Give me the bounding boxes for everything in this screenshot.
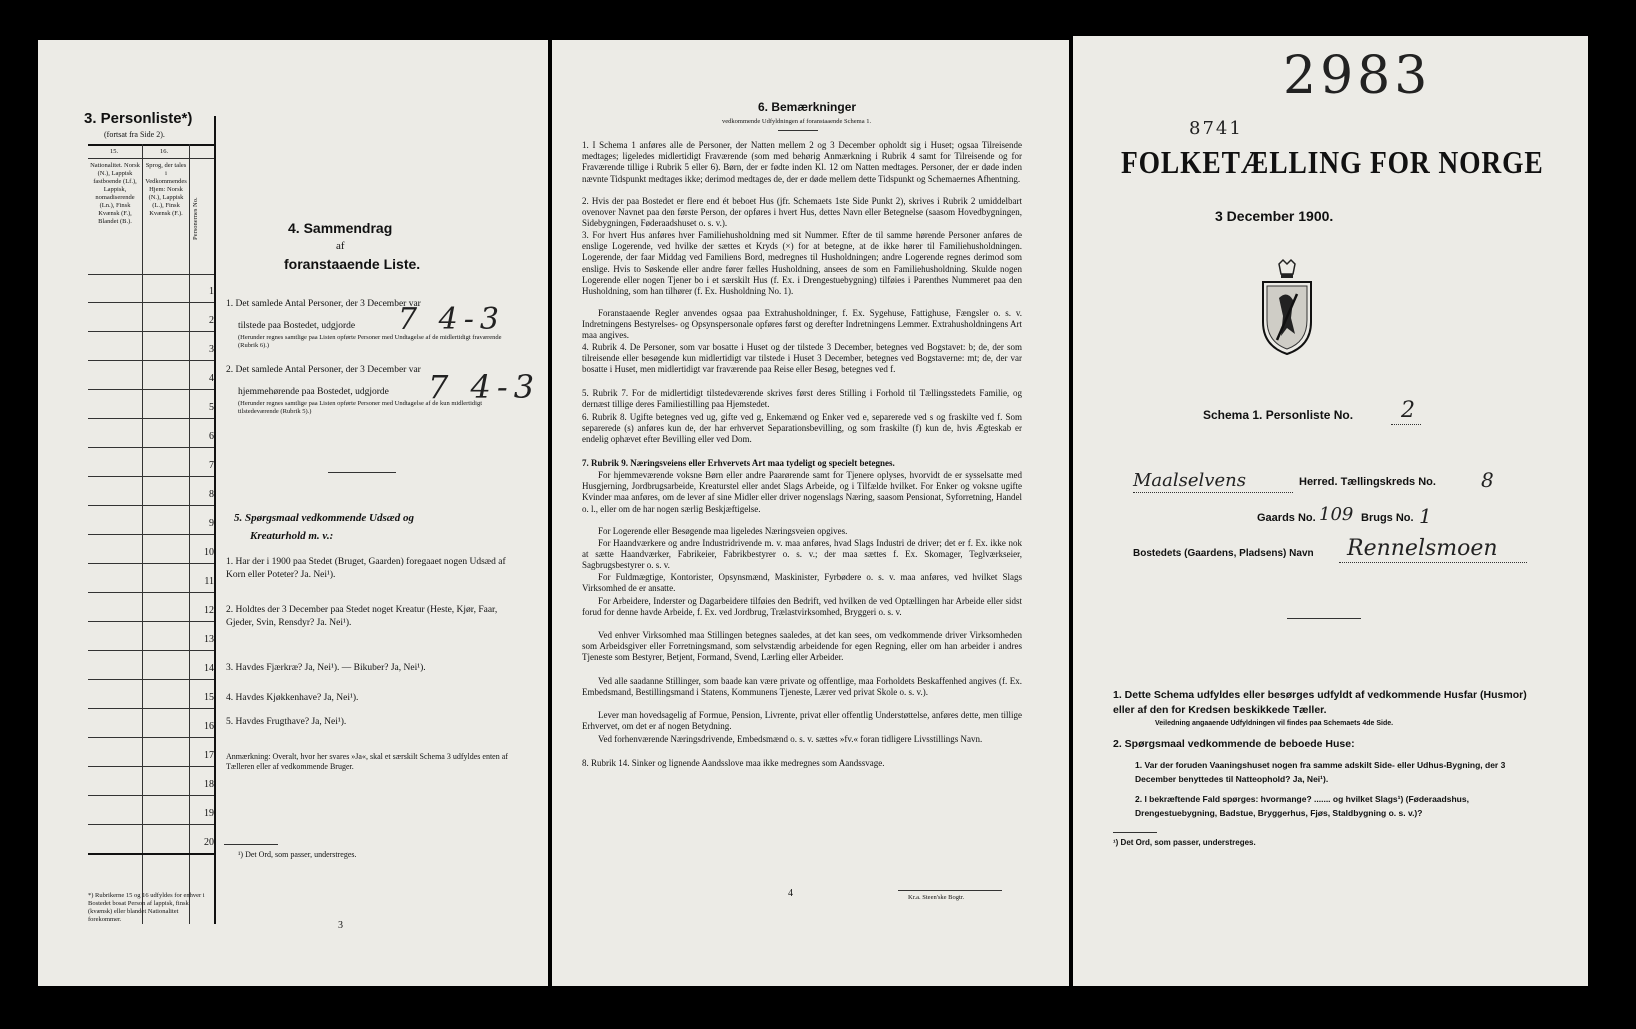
remark-item: 7. Rubrik 9. Næringsveiens eller Erhvervets Art maa tydeligt og specielt betegnes. bbox=[582, 458, 895, 468]
col17-header: Personernes No. bbox=[192, 197, 199, 240]
divider bbox=[1287, 618, 1361, 619]
brugs-label: Brugs No. bbox=[1361, 512, 1414, 524]
herred-label: Herred. Tællingskreds No. bbox=[1299, 476, 1436, 488]
col16-number: 16. bbox=[160, 148, 169, 155]
col15-header: Nationalitet. Norsk (N.), Lappisk fastboende (Lf.), Lappisk, nomadiserende (Ln.), Finsk Kvænsk (F.), Blandet (B.). bbox=[90, 162, 140, 225]
table-footnote: *) Rubrikerne 15 og 16 udfyldes for enhver i Bostedet bosat Person af lappisk, finsk (kvænsk) eller blandet Nationalitet forekommer. bbox=[88, 892, 205, 923]
row-number: 17 bbox=[204, 750, 214, 761]
cover-page bbox=[1073, 36, 1588, 986]
bosted-value: Rennelsmoen bbox=[1347, 536, 1498, 561]
remark-item: Lever man hovedsagelig af Formue, Pension, Livrente, privat eller offentlig Understøttelse, anføres dette, men tillige Erhvervet, om det er af nogen Betydning. bbox=[582, 710, 1022, 732]
row-number: 13 bbox=[204, 634, 214, 645]
remark-item: For Fuldmægtige, Kontorister, Opsynsmænd, Maskinister, Fyrbødere o. s. v. maa anføres, ved hvilket Slags Virksomhed de er ansatte. bbox=[582, 572, 1022, 594]
question-5: 5. Havdes Frugthave? Ja, Nei¹). bbox=[226, 717, 347, 727]
census-date: 3 December 1900. bbox=[1215, 208, 1334, 224]
remark-item: Foranstaaende Regler anvendes ogsaa paa Extrahusholdninger, f. Ex. Sygehuse, Fattighuse, Fængsler o. s. v. Indretningens Bestyrelses- og Opsynspersonale opføres først og derefter Indretningens Lemmer. Extrahusholdningens Art maa angives. bbox=[582, 308, 1022, 341]
row-number: 6 bbox=[209, 431, 214, 442]
sum1-line2: tilstede paa Bostedet, udgjorde bbox=[238, 321, 356, 331]
row-number: 7 bbox=[209, 460, 214, 471]
remark-item: 5. Rubrik 7. For de midlertidigt tilstedeværende skrives først deres Stilling i Forhold til Tællingsstedets Familie, og dernæst tillige deres Familiestilling paa Hjemstedet. bbox=[582, 388, 1022, 410]
row-number: 3 bbox=[209, 344, 214, 355]
instruction-1: 1. Dette Schema udfyldes eller besørges udfyldt af vedkommende Husfar (Husmor) eller af den for Kredsen beskikkede Tæller. bbox=[1113, 689, 1527, 716]
col16-header: Sprog, der tales i Vedkommendes Hjem: Norsk (N.), Lappisk (L.), Finsk Kvænsk (F.). bbox=[145, 162, 187, 217]
sammendrag-subtitle: foranstaaende Liste. bbox=[284, 256, 421, 272]
herred-value: Maalselvens bbox=[1133, 470, 1246, 491]
remark-item: 4. Rubrik 4. De Personer, som var bosatte i Huset og der tilstede 3 December, betegnes ved Bogstavet: b; de, der som tilreisende eller besøgende kun midlertidigt var tilstede i Huset 3 December, betegnes ved Bogstaverne: mt; de, der var bosatte i Huset, men midlertidigt var fraværende paa Reise eller Besøg, betegnes ved f. bbox=[582, 342, 1022, 375]
divider bbox=[328, 472, 396, 473]
remark-item: 3. For hvert Hus anføres hver Familiehusholdning med sit Nummer. Efter de til samme hørende Personer anføres de enslige Logerende, ved hvilke der sættes et Kryds (×) for at betegne, at de ikke hører til Familiehusholdningen. Logerende, der faar Middag ved Familiens Bord, medregnes til Husholdningen; andre Logerende regnes derimod som enslige. Hvis to Søskende eller andre fører fælles Husholdning, ansees de som en Familiehusholdning. Skulde nogen Logerende eller nogen Tjener bo i et særskilt Hus (f. Ex. i Drengestuebygning) tilføies i Parenthes Nummeret paa den Husholdning, som han tilhører (f. Ex. Husholdning No. 1). bbox=[582, 230, 1022, 297]
page-number-3: 3 bbox=[338, 920, 343, 931]
right-footnote: ¹) Det Ord, som passer, understreges. bbox=[1113, 838, 1256, 847]
row-number: 10 bbox=[204, 547, 214, 558]
sum2-line1: 2. Det samlede Antal Personer, der 3 December var bbox=[226, 365, 421, 375]
bosted-label: Bostedets (Gaardens, Pladsens) Navn bbox=[1133, 548, 1314, 559]
question-1: 1. Har der i 1900 paa Stedet (Bruget, Gaarden) foregaaet nogen Udsæd af Korn eller Poteter? Ja. Nei¹). bbox=[226, 557, 506, 580]
remark-item: 2. Hvis der paa Bostedet er flere end ét beboet Hus (jfr. Schemaets 1ste Side Punkt 2), skrives i Rubrik 2 umiddelbart ovenover Navnet paa den første Person, der opføres i hvert Hus, dettes Navn eller Betegnelse (saasom Hovedbygningen, Sidebygningen, Føderaadshuset o. s. v.). bbox=[582, 196, 1022, 229]
anmaerkning: Anmærkning: Overalt, hvor her svares »Ja«, skal et særskilt Schema 3 udfyldes enten af Tælleren eller af vedkommende Bruger. bbox=[226, 752, 508, 771]
remark-item: For Haandværkere og andre Industridrivende m. v. maa anføres, hvad Slags Industri de driver; det er f. Ex. ikke nok at sætte Haandværker, Fabrikeier, Fabrikbestyrer o. s. v.; der maa sættes f. Ex. Skomager, Teglværkseier, Sagbrugsbestyrer o. s. v. bbox=[582, 538, 1022, 571]
remark-item: Ved enhver Virksomhed maa Stillingen betegnes saaledes, at det kan sees, om vedkommende driver Virksomheden som Arbeidsgiver eller Forretningsmand, som selvstændig arbeidende for egen Regning, eller om han arbeider i andres Tjeneste som Bestyrer, Betjent, Formand, Svend, Lærling eller Arbeider. bbox=[582, 630, 1022, 663]
row-number: 5 bbox=[209, 402, 214, 413]
personliste-title: 3. Personliste*) bbox=[84, 110, 193, 127]
instruction-1-note: Veiledning angaaende Udfyldningen vil findes paa Schemaets 4de Side. bbox=[1155, 720, 1394, 727]
remarks-subtitle: vedkommende Udfyldningen af foranstaaende Schema 1. bbox=[722, 118, 872, 125]
personliste-subtitle: (fortsat fra Side 2). bbox=[104, 130, 165, 139]
schema-label: Schema 1. Personliste No. bbox=[1203, 408, 1354, 422]
remark-item: For hjemmeværende voksne Børn eller andre Paarørende samt for Tjenere oplyses, hvorvidt de er sysselsatte med Husgjerning, Jordbrugsarbeide, Kreaturstel eller andet Slags Arbeide, og i Tilfælde hvilket. For Enker og voksne ugifte Kvinder maa anføres, om de lever af sine Midler eller driver nogenslags Næring, saasom Pensionat, Syforretning, Handel o. l., eller om de har nogen særlig Beskjæftigelse. bbox=[582, 470, 1022, 514]
question-2: 2. Holdtes der 3 December paa Stedet noget Kreatur (Heste, Kjør, Faar, Gjeder, Svin, Rensdyr? Ja. Nei¹). bbox=[226, 605, 498, 628]
remark-item: For Arbeidere, Inderster og Dagarbeidere tilføies den Bedrift, ved hvilken de ved Optællingen har Arbeide eller sidst forud for denne havde Arbeide, f. Ex. ved Jordbrug, Trælastvirksomhed, Bryggeri o. s. v. bbox=[582, 596, 1022, 618]
row-number: 19 bbox=[204, 808, 214, 819]
sum1-line1: 1. Det samlede Antal Personer, der 3 December var bbox=[226, 299, 421, 309]
row-number: 16 bbox=[204, 721, 214, 732]
sum2-note: (Herunder regnes samtlige paa Listen opførte Personer med Undtagelse af de kun midlertidigt tilstedeværende (Rubrik 5).) bbox=[238, 400, 483, 415]
question-4: 4. Havdes Kjøkkenhave? Ja, Nei¹). bbox=[226, 693, 359, 703]
remark-item: Ved alle saadanne Stillinger, som baade kan være private og offentlige, maa Forholdets Beskaffenhed angives (f. Ex. Embedsmand, Bestillingsmand i Statens, Kommunens Tjeneste, Lærer ved privat Skole o. s. v.). bbox=[582, 676, 1022, 698]
archive-number: 2983 bbox=[1283, 46, 1432, 106]
gaards-label: Gaards No. bbox=[1257, 512, 1316, 524]
gaards-value: 109 bbox=[1319, 504, 1354, 525]
remarks-title: 6. Bemærkninger bbox=[758, 100, 857, 114]
row-number: 14 bbox=[204, 663, 214, 674]
remark-item: Ved forhenværende Næringsdrivende, Embedsmænd o. s. v. sættes »fv.« foran tidligere Livsstillings Navn. bbox=[598, 734, 983, 744]
row-number: 2 bbox=[209, 315, 214, 326]
row-number: 18 bbox=[204, 779, 214, 790]
col15-number: 15. bbox=[110, 148, 119, 155]
remark-item: 6. Rubrik 8. Ugifte betegnes ved ug, gifte ved g, Enkemænd og Enker ved e, separerede ved s og fraskilte ved f. Som separerede (s) anføres kun de, der har erhvervet Separationsbevilling, og som fraskilte (f) kun de, hvis Ægteskab er endelig ophævet efter Bevilling eller ved Dom. bbox=[582, 412, 1022, 445]
page-4 bbox=[552, 40, 1069, 986]
row-number: 1 bbox=[209, 286, 214, 297]
questions-title: 5. Spørgsmaal vedkommende Udsæd og bbox=[234, 512, 414, 524]
row-number: 11 bbox=[204, 576, 214, 587]
instruction-2-2: 2. I bekræftende Fald spørges: hvormange? ....... og hvilket Slags¹) (Føderaadshus, Drengestuebygning, Badstue, Bryggerhus, Fjøs, Staldbygning o. s. v.)? bbox=[1135, 794, 1469, 818]
kreds-value: 8 bbox=[1481, 468, 1494, 492]
remark-item: 8. Rubrik 14. Sinker og lignende Aandsslove maa ikke medregnes som Aandssvage. bbox=[582, 758, 885, 768]
row-number: 8 bbox=[209, 489, 214, 500]
row-number: 20 bbox=[204, 837, 214, 848]
remark-item: For Logerende eller Besøgende maa ligeledes Næringsveien opgives. bbox=[598, 526, 848, 536]
question-3: 3. Havdes Fjærkræ? Ja, Nei¹). — Bikuber? Ja, Nei¹). bbox=[226, 663, 426, 673]
remark-item: 1. I Schema 1 anføres alle de Personer, der Natten mellem 2 og 3 December opholdt sig i Huset; ogsaa Tilreisende medtages; ligeledes midlertidigt Fraværende (som med behørig Anmærkning i Rubrik 4 samt for Tilreisende og for Fraværende tillige i Rubrik 5 eller 6). Børn, der er fødte inden Kl. 12 om Natten medtages. Personer, der er døde inden nævnte Tidspunkt medtages ikke; derimod medtages de, der er døde mellem dette Tidspunkt og Schemaernes Afhentning. bbox=[582, 140, 1022, 184]
sammendrag-title: 4. Sammendrag bbox=[288, 220, 393, 236]
table-top-rule bbox=[88, 144, 214, 146]
page-number-4: 4 bbox=[788, 888, 793, 899]
row-number: 4 bbox=[209, 373, 214, 384]
main-title: FOLKETÆLLING FOR NORGE bbox=[1121, 144, 1544, 180]
left-footnote: ¹) Det Ord, som passer, understreges. bbox=[238, 850, 357, 859]
instruction-2-1: 1. Var der foruden Vaaningshuset nogen fra samme adskilt Side- eller Udhus-Bygning, der 3 December benyttedes til Natteophold? Ja, Nei¹). bbox=[1135, 760, 1506, 784]
row-number: 12 bbox=[204, 605, 214, 616]
row-number: 9 bbox=[209, 518, 214, 529]
archive-number-secondary: 8741 bbox=[1189, 118, 1243, 139]
sum1-note: (Herunder regnes samtlige paa Listen opførte Personer med Undtagelse af de midlertidigt fraværende (Rubrik 6).) bbox=[238, 334, 502, 349]
schema-value: 2 bbox=[1401, 398, 1415, 423]
sammendrag-of: af bbox=[336, 240, 345, 252]
sum2-line2: hjemmehørende paa Bostedet, udgjorde bbox=[238, 387, 389, 397]
sum2-handwritten-value: 7 4-3 bbox=[428, 368, 541, 406]
questions-subtitle: Kreaturhold m. v.: bbox=[250, 530, 334, 542]
row-number: 15 bbox=[204, 692, 214, 703]
instruction-2: 2. Spørgsmaal vedkommende de beboede Huse: bbox=[1113, 738, 1355, 750]
coat-of-arms-icon bbox=[1257, 258, 1317, 358]
printer-mark: Kr.a. Steen'ske Bogtr. bbox=[908, 894, 965, 901]
table-right-rule bbox=[214, 116, 216, 924]
sum1-handwritten-value: 7 4-3 bbox=[398, 302, 505, 337]
page-3 bbox=[38, 40, 548, 986]
brugs-value: 1 bbox=[1419, 504, 1432, 528]
